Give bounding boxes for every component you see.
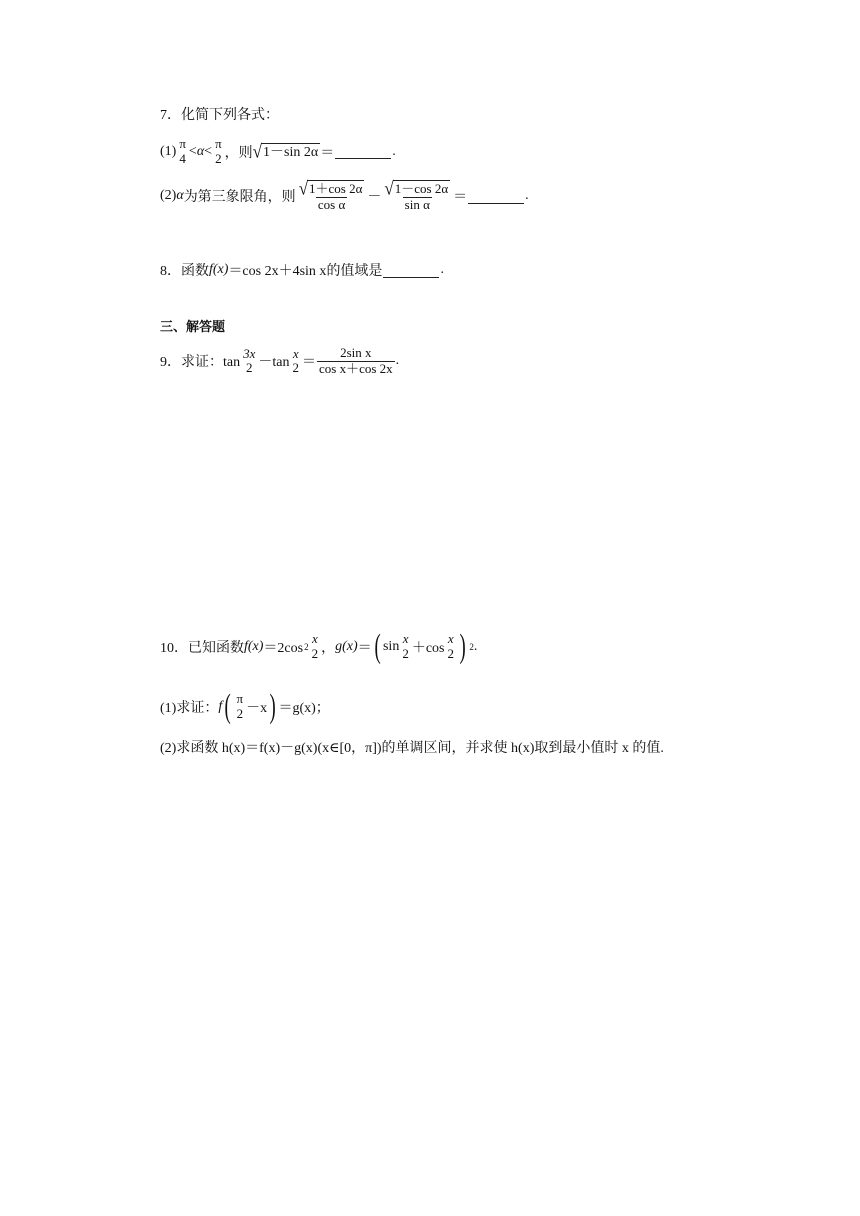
sqrt-expression: √ 1－sin 2α <box>252 141 319 163</box>
q7-part1: (1) π 4 < α < π 2 ，则 √ 1－sin 2α ＝ . <box>160 136 396 166</box>
q7-part2: (2) α 为第三象限角，则 √ 1＋cos 2α cos α － √ 1－cos 2α sin α ＝ . <box>160 178 529 212</box>
squared-bracket: ( sin x 2 ＋cos x 2 ) <box>374 628 466 665</box>
q8: 8．函数 f(x) ＝cos 2x＋4sin x 的值域是 . <box>160 262 444 279</box>
answer-blank <box>383 263 439 278</box>
answer-blank <box>468 189 524 204</box>
q10-part1: (1)求证： f ( π 2 －x ) ＝g(x)； <box>160 688 330 725</box>
fraction-1: √ 1＋cos 2α cos α <box>298 178 363 212</box>
q9: 9．求证：tan 3x 2 －tan x 2 ＝ $\frac{\text{2sin x}}{\text{cos x＋cos 2x}}$ . <box>160 345 400 376</box>
fraction-2: √ 1－cos 2α sin α <box>384 178 449 212</box>
q7-stem <box>160 104 279 124</box>
q10-part2: (2)求函数 h(x)＝f(x)－g(x)(x∈[0，π])的单调区间，并求使 h(x)取到最小值时 x 的值. <box>160 741 664 756</box>
pi-over-4: π 4 <box>179 136 186 166</box>
rhs-fraction: $\frac{\text{2sin x}}{\text{cos x＋cos 2x}}$ <box>319 345 393 376</box>
pi-over-2: π 2 <box>215 136 222 166</box>
q7-stem-text: 7．化简下列各式： <box>160 108 279 123</box>
q7-p1-label: (1) <box>160 143 177 159</box>
answer-blank <box>335 144 391 159</box>
q10: 10．已知函数 f(x) ＝2cos 2 x 2 ， g(x) ＝ ( sin x 2 ＋cos x 2 ) 2 . <box>160 628 478 665</box>
section-heading: 三、解答题 <box>160 320 226 335</box>
q7-p2-label: (2) <box>160 188 177 204</box>
